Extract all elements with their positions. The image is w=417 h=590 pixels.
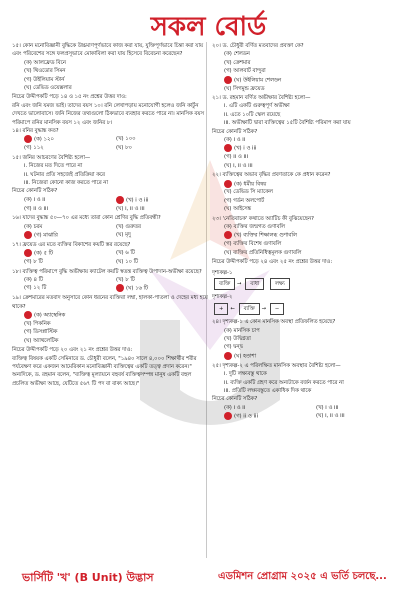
option[interactable]: (ঘ) ব্যক্তির প্রতিনিধিত্বমূলক গুণাবলি (224, 249, 302, 256)
footer-left-text: ভার্সিটি 'খ' (B Unit) উদ্ভাস (22, 571, 154, 584)
diagram-box: + (214, 303, 228, 315)
scenario-2: দৃশ্যকল্প-২ + ← ব্যক্তি → − (212, 293, 408, 316)
option[interactable]: (ক) অ্যাস্থেনিক (24, 311, 208, 320)
stem-heading: নিচের উদ্দীপকটি পড়ে ২৪ এবং ২৫ নং প্রশ্নের উত্তর দাও: (212, 259, 333, 266)
option[interactable]: (খ) i ও iii (224, 144, 408, 153)
page-title: সকল বোর্ড (150, 12, 267, 42)
option[interactable]: (গ) দ্বন্দ্ব (224, 344, 243, 351)
option[interactable]: (ক) ১২০ (24, 135, 116, 144)
option[interactable]: (গ) আলবার্ট বান্দুরা (224, 68, 266, 75)
question-21: ২১। ড. রহমান বর্ণিত অভীক্ষার বৈশিষ্ট্য হলো— i. এটি একটি গুরুত্বপূর্ণ অভীক্ষা ii. এতে ১০টি স্কেল রয়েছে iii. অভীক্ষাটি দ্বারা ব্যক্তিত্বের ১৫টি বৈশিষ্ট্য পরিমাপ করা যায় নিচের কোনটি সঠিক? (ক) i ও ii (খ) i ও iii (গ) ii ও iii (ঘ) i, ii ও iii (212, 94, 408, 170)
option[interactable]: (ঘ) ৮০ (116, 145, 132, 152)
option[interactable]: (গ) ব্যক্তির বিশেষ গুণাবলি (224, 241, 282, 248)
option[interactable]: (গ) ii ও iii (224, 412, 316, 421)
question-25: ২৫। দৃশ্যকল্প-২ এ পরিলক্ষিত মানসিক অবস্থার বৈশিষ্ট্য হলো— i. দুটি লক্ষ্যবস্তু থাকে ii. ব্যক্তি একটি গ্রহণ করে অন্যটাকে বর্জন করতে পারে না iii. প্রতিটি লক্ষ্যবস্তুতে একাধিক দিক থাকে নিচের কোনটি সঠিক? (ক) i ও ii (খ) i ও iii (গ) ii ও iii (ঘ) i, ii ও iii (212, 362, 408, 421)
question-18: ১৮। ব্যক্তিত্ব পরিমাপে বুদ্ধি অভীক্ষায় ক্যাটেল কয়টি স্বতন্ত্র ব্যক্তিত্ব উপাদান-অভীক্ষা রয়েছে? (ক) ৪ টি (খ) ৮ টি (গ) ১২ টি (ঘ) ১৬ টি (12, 268, 208, 294)
diagram-box: ব্যক্তি (239, 303, 260, 315)
stem-body: রনি এবং জনি যমজ ভাই। তাদের বয়স ১০। রনি লেখাপড়ায় মনোযোগী হলেও জনি কার্টুন দেখতে ভালোবাসে। জনি নিজের তথ্যগুলো ঠিকভাবে ব্যবহার করতে পারে না। মানসিক বয়স পরিমাপে রনির মানসিক বয়স ১২ এবং জনির ৮। (12, 102, 204, 126)
option[interactable]: (খ) ব্যক্তির শিক্ষালব্ধ গুণাবলি (224, 231, 408, 240)
option[interactable]: (ক) i ও ii (224, 136, 246, 143)
option[interactable]: (ক) মানসিক চাপ (224, 327, 260, 334)
option[interactable]: (ঘ) আইসেঙ্ক (224, 206, 251, 213)
answer-dot-icon (116, 284, 124, 292)
stem-heading: নিচের উদ্দীপকটি পড়ে ১৪ ও ১৫ নং প্রশ্নের উত্তর দাও: (12, 94, 127, 101)
option[interactable]: (গ) ii ও iii (224, 154, 248, 161)
option[interactable]: (ঘ) i, ii ও iii (224, 162, 253, 169)
question-23: ২৩। 'নেতিবাচক' কথাতে অ্যাটিচ কী বুঝিয়েছেন? (ক) ব্যক্তির জন্মগত গুণাবলি (খ) ব্যক্তির শিক্ষালব্ধ গুণাবলি (গ) ব্যক্তির বিশেষ গুণাবলি (ঘ) ব্যক্তির প্রতিনিধিত্বমূলক গুণাবলি (212, 215, 408, 258)
option[interactable]: (গ) ১১২ (24, 145, 44, 152)
option[interactable]: (গ) মাঝারি (24, 231, 116, 240)
stem-body: ব্যক্তিত্ব বিষয়ক একটি সেমিনারে ড. চৌধুরী বলেন, "১৯৪০ সালে ৪,০০০ শিক্ষার্থীর শরীর পর্যবেক্ষণ করে একজন আমেরিকান মনোবিজ্ঞানী ব্যক্তিত্বের একটি তত্ত্ব প্রদান করেন।" অন্যদিকে, ড. রহমান বলেন, "ব্যক্তিত্ব মূল্যায়নে বহুবর্ষ ব্যক্তিত্বসম্পন্ন মানুষ একটি বহুল প্রচলিত অভীক্ষা আছে, যেটিতে ৫৬৭ টি পদ বা বাক্য আছে।" (12, 355, 197, 387)
answer-dot-icon (224, 352, 232, 360)
option[interactable]: (খ) গুরুতর (116, 223, 141, 230)
option[interactable]: (ক) আলফ্রেড বিনে (24, 59, 66, 66)
option[interactable]: (গ) ডিসপ্লাস্টিক (24, 329, 58, 336)
left-column (12, 42, 208, 388)
option[interactable]: (খ) ১০০ (116, 136, 136, 143)
question-24: ২৪। দৃশ্যকল্প-১ এ কোন মানসিক অবস্থা প্রতিফলিত হয়েছে? (ক) মানসিক চাপ (খ) উদ্বিগ্নতা (গ) দ্বন্দ্ব (ঘ) হতাশা (212, 318, 408, 361)
option[interactable]: (ঘ) মৃদু (116, 231, 131, 238)
footer-banner (0, 566, 417, 588)
answer-dot-icon (24, 135, 32, 143)
diagram-box: বাধা (245, 278, 264, 290)
question-19: ১৯। ক্রেশমারের মতবাদ অনুসারে কোন ধরনের ব্যক্তিরা লম্বা, হালকা-পাতলা ও দেহের মধ্য হয়ে থাকে? (ক) অ্যাস্থেনিক (খ) পিকনিক (গ) ডিসপ্লাস্টিক (ঘ) অ্যাথলেটিক (12, 295, 208, 344)
option[interactable]: (খ) পিকনিক (24, 321, 51, 327)
option[interactable]: (ঘ) অ্যাথলেটিক (24, 337, 59, 344)
scenario-1: দৃশ্যকল্প-১ ব্যক্তি → বাধা লক্ষ্য (212, 269, 408, 292)
option[interactable]: (ক) i ও ii (224, 404, 246, 411)
option[interactable]: (ঘ) i, ii ও iii (116, 205, 145, 212)
question-15b: ১৫। জনির আচরণের বৈশিষ্ট্য হলো— i. নিজের মত দিতে পারে না ii. ঘটনার প্রতি সহজেই প্রতিক্রিয়া করে iii. নিজেরা কোনো কাজ করতে পারে না নিচের কোনটি সঠিক? (ক) i ও ii (খ) i ও iii (গ) ii ও iii (ঘ) i, ii ও iii (12, 154, 208, 213)
option[interactable]: (খ) থিওডোর সিমন (24, 68, 66, 75)
question-15: ১৫। কোন মনোবিজ্ঞানী বুদ্ধিকে উচ্চমাণপূর্ণভাবে কাজ করা যায়, যুক্তিপূর্ণভাবে চিন্তা করা যায় এবং পরিবেশের সঙ্গে ফলপ্রসূভাবে মোকাবিলা করা যায় হিসেবে বিবেচনা করেছেন? (ক) আলফ্রেড বিনে (খ) থিওডোর সিমন (গ) উইলিয়াম স্টার্ন (ঘ) ডেভিড ওয়েক্সলার (12, 42, 208, 92)
question-22: ২২। ব্যক্তিত্বের অভাব বৃদ্ধির প্রবণতাকে কে প্রধান করেন? (ক) ধর্মীয় বিষয় (খ) ডেভিড সি ম্যাকেল (গ) গর্ডন অলপোর্ট (ঘ) আইসেঙ্ক (212, 171, 408, 214)
answer-dot-icon (24, 311, 32, 319)
option[interactable]: (ঘ) ডেভিড ওয়েক্সলার (24, 85, 72, 92)
answer-dot-icon (224, 180, 232, 188)
option[interactable]: (ক) শেলডন (224, 51, 250, 58)
diagram-box: − (270, 303, 284, 315)
answer-dot-icon (224, 231, 232, 239)
question-17: ১৭। ফ্রয়েড এর মতে ব্যক্তির বিকাশের কয়টি স্তর রয়েছে? (ক) ৫ টি (খ) ৬ টি (গ) ৮ টি (ঘ) ১০ টি (12, 241, 208, 267)
option[interactable]: (ঘ) হতাশা (224, 352, 408, 361)
option[interactable]: (ঘ) ১৬ টি (116, 284, 208, 293)
right-column (212, 42, 408, 422)
option[interactable]: (ঘ) উইলিয়াম শেলডন (224, 76, 408, 85)
option[interactable]: (খ) ক্রেশমার (224, 59, 251, 66)
option[interactable]: (ক) ধর্মীয় বিষয় (224, 180, 408, 189)
diagram-box: লক্ষ্য (270, 278, 290, 290)
option[interactable]: (ক) ব্যক্তির জন্মগত গুণাবলি (224, 224, 285, 231)
option[interactable]: (খ) i ও iii (316, 404, 339, 411)
answer-dot-icon (224, 144, 232, 152)
question-20: ২০। ড. চৌধুরী বর্ণিত মতবাদের প্রবক্তা কে? (ক) শেলডন (খ) ক্রেশমার (গ) আলবার্ট বান্দুরা (ঘ) উইলিয়াম শেলডন (ঘ) সিগমুন্ড ফ্রয়েড (212, 42, 408, 93)
option[interactable]: (খ) ৮ টি (116, 276, 135, 283)
answer-dot-icon (116, 196, 124, 204)
option[interactable]: (ঘ) ১০ টি (116, 259, 139, 266)
answer-dot-icon (224, 412, 232, 420)
answer-dot-icon (24, 231, 32, 239)
option[interactable]: (খ) ডেভিড সি ম্যাকেল (224, 189, 273, 196)
option[interactable]: (ঘ) সিগমুন্ড ফ্রয়েড (224, 85, 265, 92)
option[interactable]: (ঘ) i, ii ও iii (316, 413, 345, 420)
footer-right-text: এডমিশন প্রোগ্রাম ২০২৫ এ ভর্তি চলছে... (218, 571, 387, 582)
option[interactable]: (খ) ৬ টি (116, 250, 135, 257)
stem-heading: নিচের উদ্দীপকটি পড়ে ২০ এবং ২১ নং প্রশ্নের উত্তর দাও: (12, 347, 133, 354)
question-14: ১৪। রনির বুদ্ধাঙ্ক কত? (ক) ১২০ (খ) ১০০ (গ) ১১২ (ঘ) ৮০ (12, 127, 208, 153)
option[interactable]: (খ) উদ্বিগ্নতা (224, 336, 251, 342)
option[interactable]: (গ) ৮ টি (24, 259, 43, 266)
option[interactable]: (গ) ১২ টি (24, 285, 47, 292)
question-16: ১৬। যাদের বুদ্ধাঙ্ক ৫০—৭০ এর মধ্যে তারা কোন শ্রেণির বুদ্ধি প্রতিবন্ধী? (ক) চরম (খ) গুরুতর (গ) মাঝারি (ঘ) মৃদু (12, 214, 208, 240)
answer-dot-icon (224, 76, 232, 84)
option[interactable]: (গ) গর্ডন অলপোর্ট (224, 197, 265, 204)
option[interactable]: (গ) ii ও iii (24, 205, 48, 212)
option[interactable]: (ক) চরম (24, 223, 43, 230)
answer-dot-icon (24, 249, 32, 257)
option[interactable]: (খ) i ও iii (116, 196, 208, 205)
option[interactable]: (গ) উইলিয়াম স্টার্ন (24, 76, 65, 83)
option[interactable]: (ক) ৫ টি (24, 249, 116, 258)
diagram-box: ব্যক্তি (214, 278, 235, 290)
option[interactable]: (ক) i ও ii (24, 196, 46, 203)
option[interactable]: (ক) ৪ টি (24, 276, 44, 283)
